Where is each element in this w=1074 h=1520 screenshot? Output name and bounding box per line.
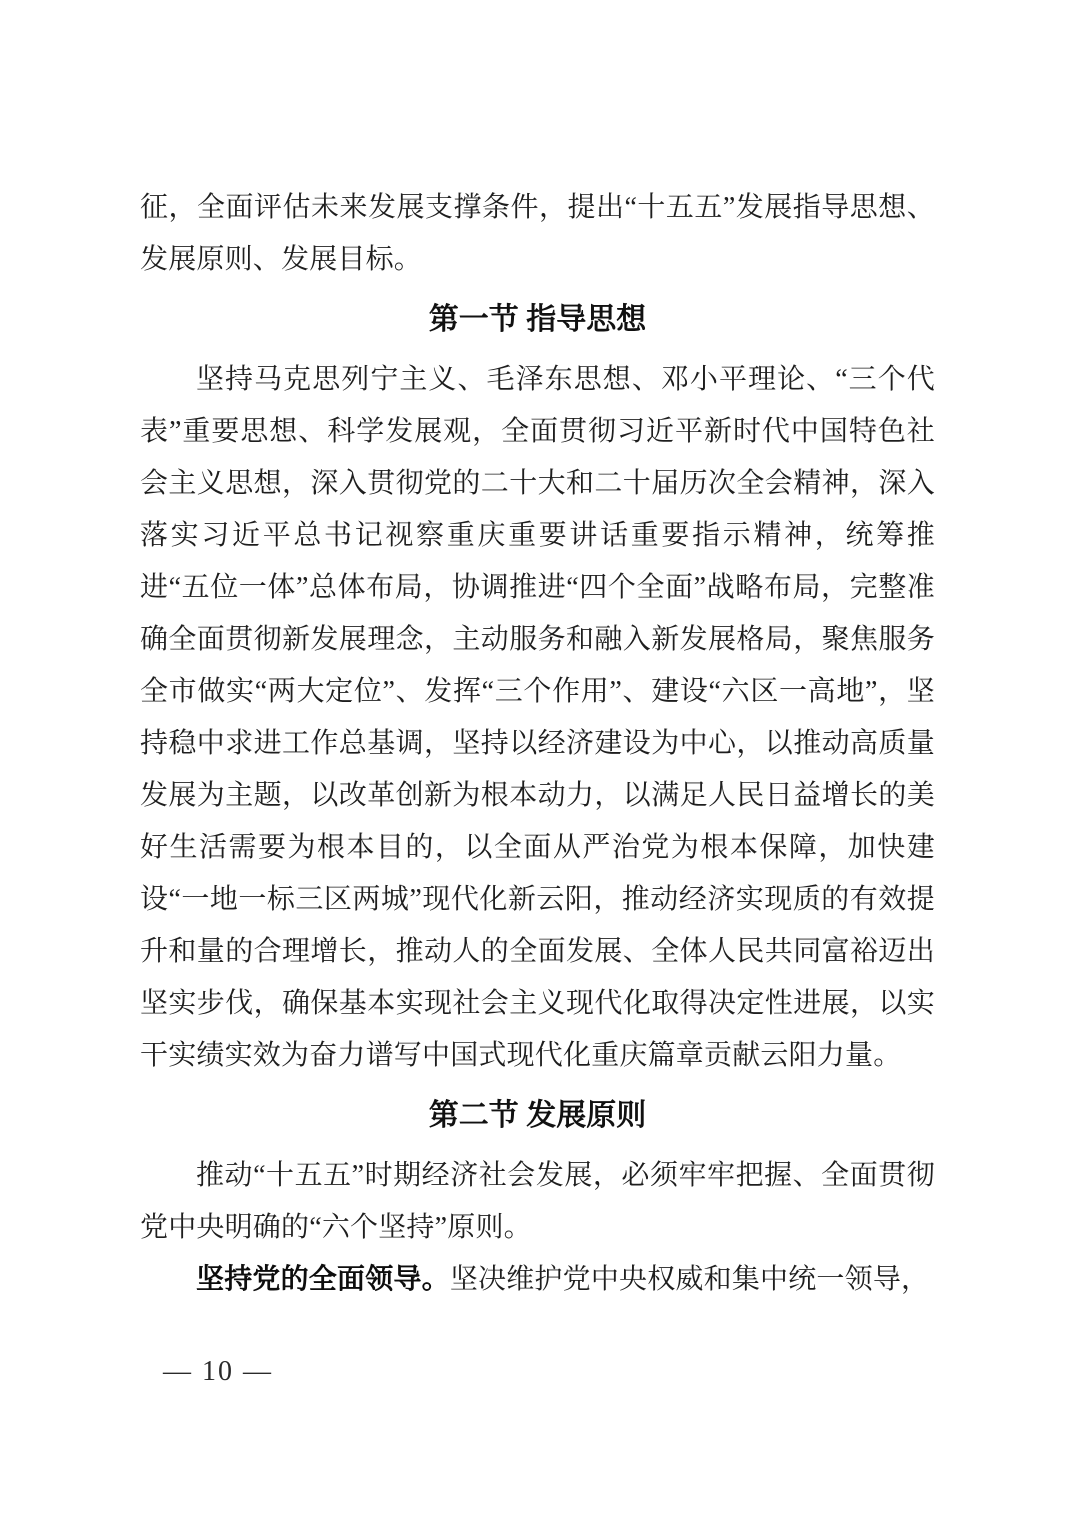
principle-paragraph	[140, 1254, 935, 1306]
page-content	[140, 0, 935, 1306]
section-2-body: 推动“十五五”时期经济社会发展，必须牢牢把握、全面贯彻党中央明确的“六个坚持”原则。	[140, 1160, 935, 1243]
section-1-body: 坚持马克思列宁主义、毛泽东思想、邓小平理论、“三个代表”重要思想、科学发展观，全面贯彻习近平新时代中国特色社会主义思想，深入贯彻党的二十大和二十届历次全会精神，深入落实习近平总书记视察重庆重要讲话重要指示精神，统筹推进“五位一体”总体布局，协调推进“四个全面”战略布局，完整准确全面贯彻新发展理念，主动服务和融入新发展格局，聚焦服务全市做实“两大定位”、发挥“三个作用”、建设“六区一高地”，坚持稳中求进工作总基调，坚持以经济建设为中心，以推动高质量发展为主题，以改革创新为根本动力，以满足人民日益增长的美好生活需要为根本目的，以全面从严治党为根本保障，加快建设“一地一标三区两城”现代化新云阳，推动经济实现质的有效提升和量的合理增长，推动人的全面发展、全体人民共同富裕迈出坚实步伐，确保基本实现社会主义现代化取得决定性进展，以实干实绩实效为奋力谱写中国式现代化重庆篇章贡献云阳力量。	[140, 364, 935, 1071]
principle-text: 坚决维护党中央权威和集中统一领导，	[449, 1264, 930, 1295]
intro-paragraph: 征，全面评估未来发展支撑条件，提出“十五五”发展指导思想、发展原则、发展目标。	[140, 192, 935, 275]
section-2-heading: 第二节 发展原则	[428, 1099, 647, 1132]
section-1-heading: 第一节 指导思想	[428, 303, 647, 336]
page-number: — 10 —	[163, 1356, 273, 1387]
principle-lead: 坚持党的全面领导。	[196, 1264, 450, 1295]
